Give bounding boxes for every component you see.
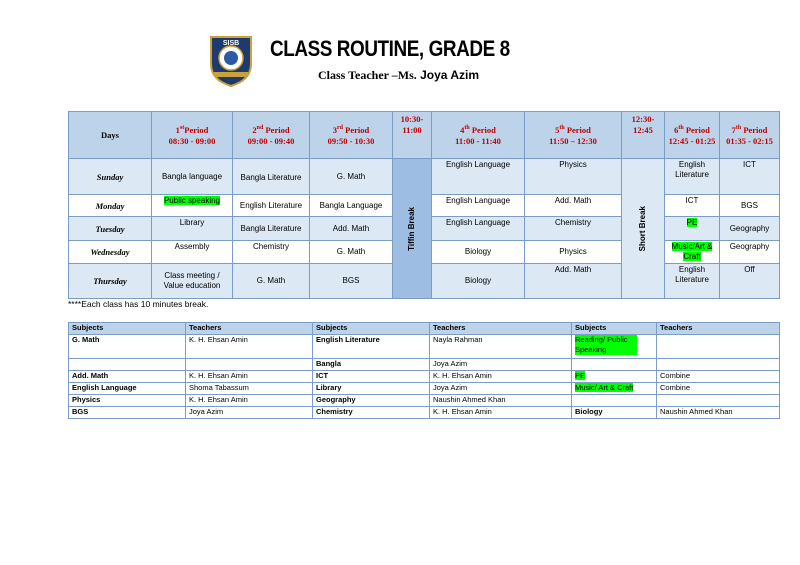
class-cell: G. Math (310, 159, 393, 195)
tiffin-break-column (393, 159, 432, 299)
class-cell: Chemistry (233, 241, 310, 264)
teacher-cell: K. H. Ehsan Amin (186, 395, 313, 407)
teachers-row (69, 395, 780, 407)
class-cell: Chemistry (525, 217, 622, 241)
class-cell: Add. Math (525, 195, 622, 217)
tiffin-time-header: 10:30-11:00 (393, 112, 432, 159)
teacher-cell: Nayla Rahman (430, 335, 572, 359)
subject-cell (572, 359, 657, 371)
subject-cell: Geography (313, 395, 430, 407)
class-cell: BGS (310, 264, 393, 299)
teacher-cell: Shoma Tabassum (186, 383, 313, 395)
class-cell: Geography (720, 217, 780, 241)
subject-cell (572, 395, 657, 407)
teachers-row (69, 371, 780, 383)
highlighted-subject: Music/ Art & Craft (575, 383, 634, 392)
highlighted-class: Music/Art & Craft (671, 242, 713, 261)
teacher-cell: Combine (657, 371, 780, 383)
class-cell: English Literature (665, 264, 720, 299)
period-header: 4th Period 11:00 - 11:40 (432, 112, 525, 159)
teacher-cell: Naushin Ahmed Khan (430, 395, 572, 407)
period-header: 2nd Period 09:00 - 09:40 (233, 112, 310, 159)
subject-cell (572, 335, 657, 359)
teacher-cell: Combine (657, 383, 780, 395)
page-title: CLASS ROUTINE, GRADE 8 (270, 36, 510, 61)
teachers-row (69, 407, 780, 419)
teacher-cell: K. H. Ehsan Amin (186, 371, 313, 383)
period-header: 3rd Period 09:50 - 10:30 (310, 112, 393, 159)
class-cell: English Literature (233, 195, 310, 217)
subtitle-prefix: Class Teacher –Ms. (318, 68, 417, 82)
teacher-cell: K. H. Ehsan Amin (430, 371, 572, 383)
routine-header-row (69, 112, 780, 159)
class-cell: Library (152, 217, 233, 241)
teacher-cell (657, 359, 780, 371)
subject-cell: Chemistry (313, 407, 430, 419)
class-cell (665, 217, 720, 241)
teachers-row (69, 359, 780, 371)
highlighted-subject: Reading/ Public Speaking (575, 335, 637, 355)
class-cell: ICT (720, 159, 780, 195)
subject-cell: English Language (69, 383, 186, 395)
day-cell: Sunday (69, 159, 152, 195)
teachers-header: Teachers (430, 323, 572, 335)
class-cell: Class meeting / Value education (152, 264, 233, 299)
subject-cell (572, 383, 657, 395)
school-logo (206, 34, 256, 88)
teachers-header: Teachers (186, 323, 313, 335)
teacher-cell: Joya Azim (186, 407, 313, 419)
teacher-cell: Joya Azim (430, 383, 572, 395)
teacher-cell: Joya Azim (430, 359, 572, 371)
day-cell: Monday (69, 195, 152, 217)
subject-cell: Biology (572, 407, 657, 419)
class-cell (665, 241, 720, 264)
class-cell: Biology (432, 241, 525, 264)
class-cell: English Language (432, 159, 525, 195)
class-cell (152, 195, 233, 217)
class-cell: Bangla Language (310, 195, 393, 217)
subject-cell: Library (313, 383, 430, 395)
subject-cell: ICT (313, 371, 430, 383)
break-note: ****Each class has 10 minutes break. (68, 299, 209, 309)
subject-cell: Physics (69, 395, 186, 407)
routine-row (69, 159, 780, 195)
subject-cell: BGS (69, 407, 186, 419)
page-subtitle (318, 68, 479, 83)
teachers-table (68, 322, 780, 419)
subjects-header: Subjects (572, 323, 657, 335)
day-cell: Thursday (69, 264, 152, 299)
class-cell: Physics (525, 159, 622, 195)
class-cell: Bangla language (152, 159, 233, 195)
day-cell: Wednesday (69, 241, 152, 264)
class-cell: English Language (432, 217, 525, 241)
subjects-header: Subjects (69, 323, 186, 335)
tiffin-break-label: Tiffin Break (407, 206, 416, 251)
highlighted-class: PE (686, 218, 698, 227)
subject-cell (69, 359, 186, 371)
class-cell: Geography (720, 241, 780, 264)
period-header: 5th Period 11:50 – 12:30 (525, 112, 622, 159)
class-cell: Bangla Literature (233, 217, 310, 241)
subject-cell: English Literature (313, 335, 430, 359)
subject-cell: G. Math (69, 335, 186, 359)
teachers-row (69, 335, 780, 359)
routine-table (68, 111, 780, 299)
class-cell: G. Math (310, 241, 393, 264)
subject-cell: Add. Math (69, 371, 186, 383)
class-cell: Add. Math (525, 264, 622, 299)
class-cell: Add. Math (310, 217, 393, 241)
teachers-header: Teachers (657, 323, 780, 335)
class-cell: BGS (720, 195, 780, 217)
short-break-time-header: 12:30-12:45 (622, 112, 665, 159)
period-header: 6th Period 12:45 - 01:25 (665, 112, 720, 159)
teacher-cell (657, 335, 780, 359)
teacher-cell: K. H. Ehsan Amin (430, 407, 572, 419)
class-cell: English Language (432, 195, 525, 217)
short-break-label: Short Break (638, 205, 647, 252)
teacher-cell: Naushin Ahmed Khan (657, 407, 780, 419)
class-cell: Biology (432, 264, 525, 299)
class-cell: Off (720, 264, 780, 299)
highlighted-subject: PE (575, 371, 586, 380)
subjects-header: Subjects (313, 323, 430, 335)
class-cell: Bangla Literature (233, 159, 310, 195)
class-cell: Physics (525, 241, 622, 264)
teachers-header-row (69, 323, 780, 335)
subject-cell: Bangla (313, 359, 430, 371)
short-break-column (622, 159, 665, 299)
teacher-cell (657, 395, 780, 407)
class-cell: G. Math (233, 264, 310, 299)
period-header: 1stPeriod 08:30 - 09:00 (152, 112, 233, 159)
class-cell: Assembly (152, 241, 233, 264)
class-teacher-name: Joya Azim (416, 68, 480, 82)
period-header: 7th Period 01:35 - 02:15 (720, 112, 780, 159)
days-header: Days (69, 112, 152, 159)
logo-text: SISB (222, 40, 240, 47)
teacher-cell: K. H. Ehsan Amin (186, 335, 313, 359)
day-cell: Tuesday (69, 217, 152, 241)
class-cell: ICT (665, 195, 720, 217)
class-cell: English Literature (665, 159, 720, 195)
teachers-row (69, 383, 780, 395)
teacher-cell (186, 359, 313, 371)
subject-cell (572, 371, 657, 383)
highlighted-class: Public speaking (163, 196, 221, 205)
